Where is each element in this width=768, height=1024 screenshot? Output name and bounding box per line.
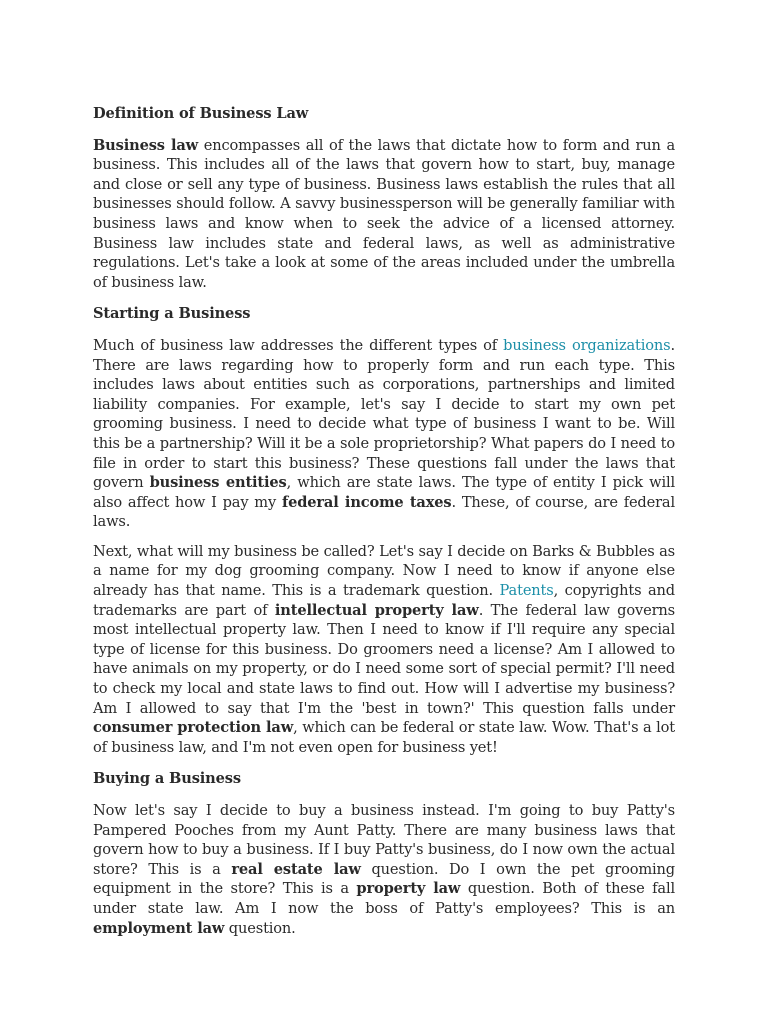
text-segment: , which can be federal or state law. Wow. That's a lot of business law, and I'm not even open for business yet! (93, 719, 676, 756)
heading-buying: Buying a Business (93, 770, 241, 788)
term-consumer-protection-law: consumer protection law (93, 719, 294, 737)
document-body (93, 104, 675, 948)
text-segment: . The federal law governs most intellectual property law. Then I need to know if I'll require any special type of license for this business. Do groomers need a license? Am I allowed to have animals on my property, or do I need some sort of special permit? I'll need to check my local and state laws to find out. How will I advertise my business? Am I allowed to say that I'm the 'best in town?' This question falls under (93, 601, 676, 717)
text-segment: Much of business law addresses the different types of (93, 336, 504, 354)
text-segment: Next, what will my business be called? Let's say I decide on Barks & Bubbles as a name for my dog grooming company. Now I need to know if anyone else already has that name. This is a trademark question. (93, 542, 675, 600)
term-federal-income-taxes: federal income taxes (281, 493, 452, 511)
text-segment: , copyrights and trademarks are part of (93, 582, 675, 619)
text-segment: . These, of course, are federal laws. (93, 493, 676, 531)
paragraph-definition (93, 136, 675, 293)
link-business-organizations[interactable]: business organizations (503, 336, 671, 354)
term-business-entities: business entities (149, 474, 287, 492)
term-employment-law: employment law (93, 919, 225, 937)
heading-definition: Definition of Business Law (93, 105, 309, 122)
term-property-law: property law (356, 880, 461, 898)
text-segment: question. (224, 919, 296, 937)
term-real-estate-law: real estate law (231, 860, 361, 878)
text-segment: Now let's say I decide to buy a business instead. I'm going to buy Patty's Pampered Pooches from my Aunt Patty. There are many business laws that govern how to buy a business. If I buy Patty's business, do I now own the actual store? This is a (93, 802, 675, 878)
text-segment: , which are state laws. The type of entity I pick will also affect how I pay my (93, 474, 675, 511)
heading-starting: Starting a Business (93, 305, 251, 323)
paragraph-starting-1 (93, 336, 675, 532)
text-segment: . There are laws regarding how to properly form and run each type. This includes laws about entities such as corporations, partnerships and limited liability companies. For example, let's say I decide to start my own pet grooming business. I need to decide what type of business I want to be. Will this be a partnership? Will it be a sole proprietorship? What papers do I need to file in order to start this business? These questions fall under the laws that govern (93, 336, 675, 492)
paragraph-starting-2 (93, 542, 675, 758)
text-segment: question. Do I own the pet grooming equipment in the store? This is a (93, 860, 675, 898)
link-patents[interactable]: Patents (499, 582, 554, 600)
paragraph-buying (93, 801, 675, 938)
term-intellectual-property-law: intellectual property law (274, 601, 479, 619)
text-segment: question. Both of these fall under state law. Am I now the boss of Patty's employees? This is an (93, 880, 675, 917)
term-business-law: Business law (93, 136, 199, 154)
text-segment: encompasses all of the laws that dictate how to form and run a business. This includes all of the laws that govern how to start, buy, manage and close or sell any type of business. Business laws establish the rules that all businesses should follow. A savvy businessperson will be generally familiar with business laws and know when to seek the advice of a licensed attorney. Business law includes state and federal laws, as well as administrative regulations. Let's take a look at some of the areas included under the umbrella of business law. (93, 136, 675, 291)
